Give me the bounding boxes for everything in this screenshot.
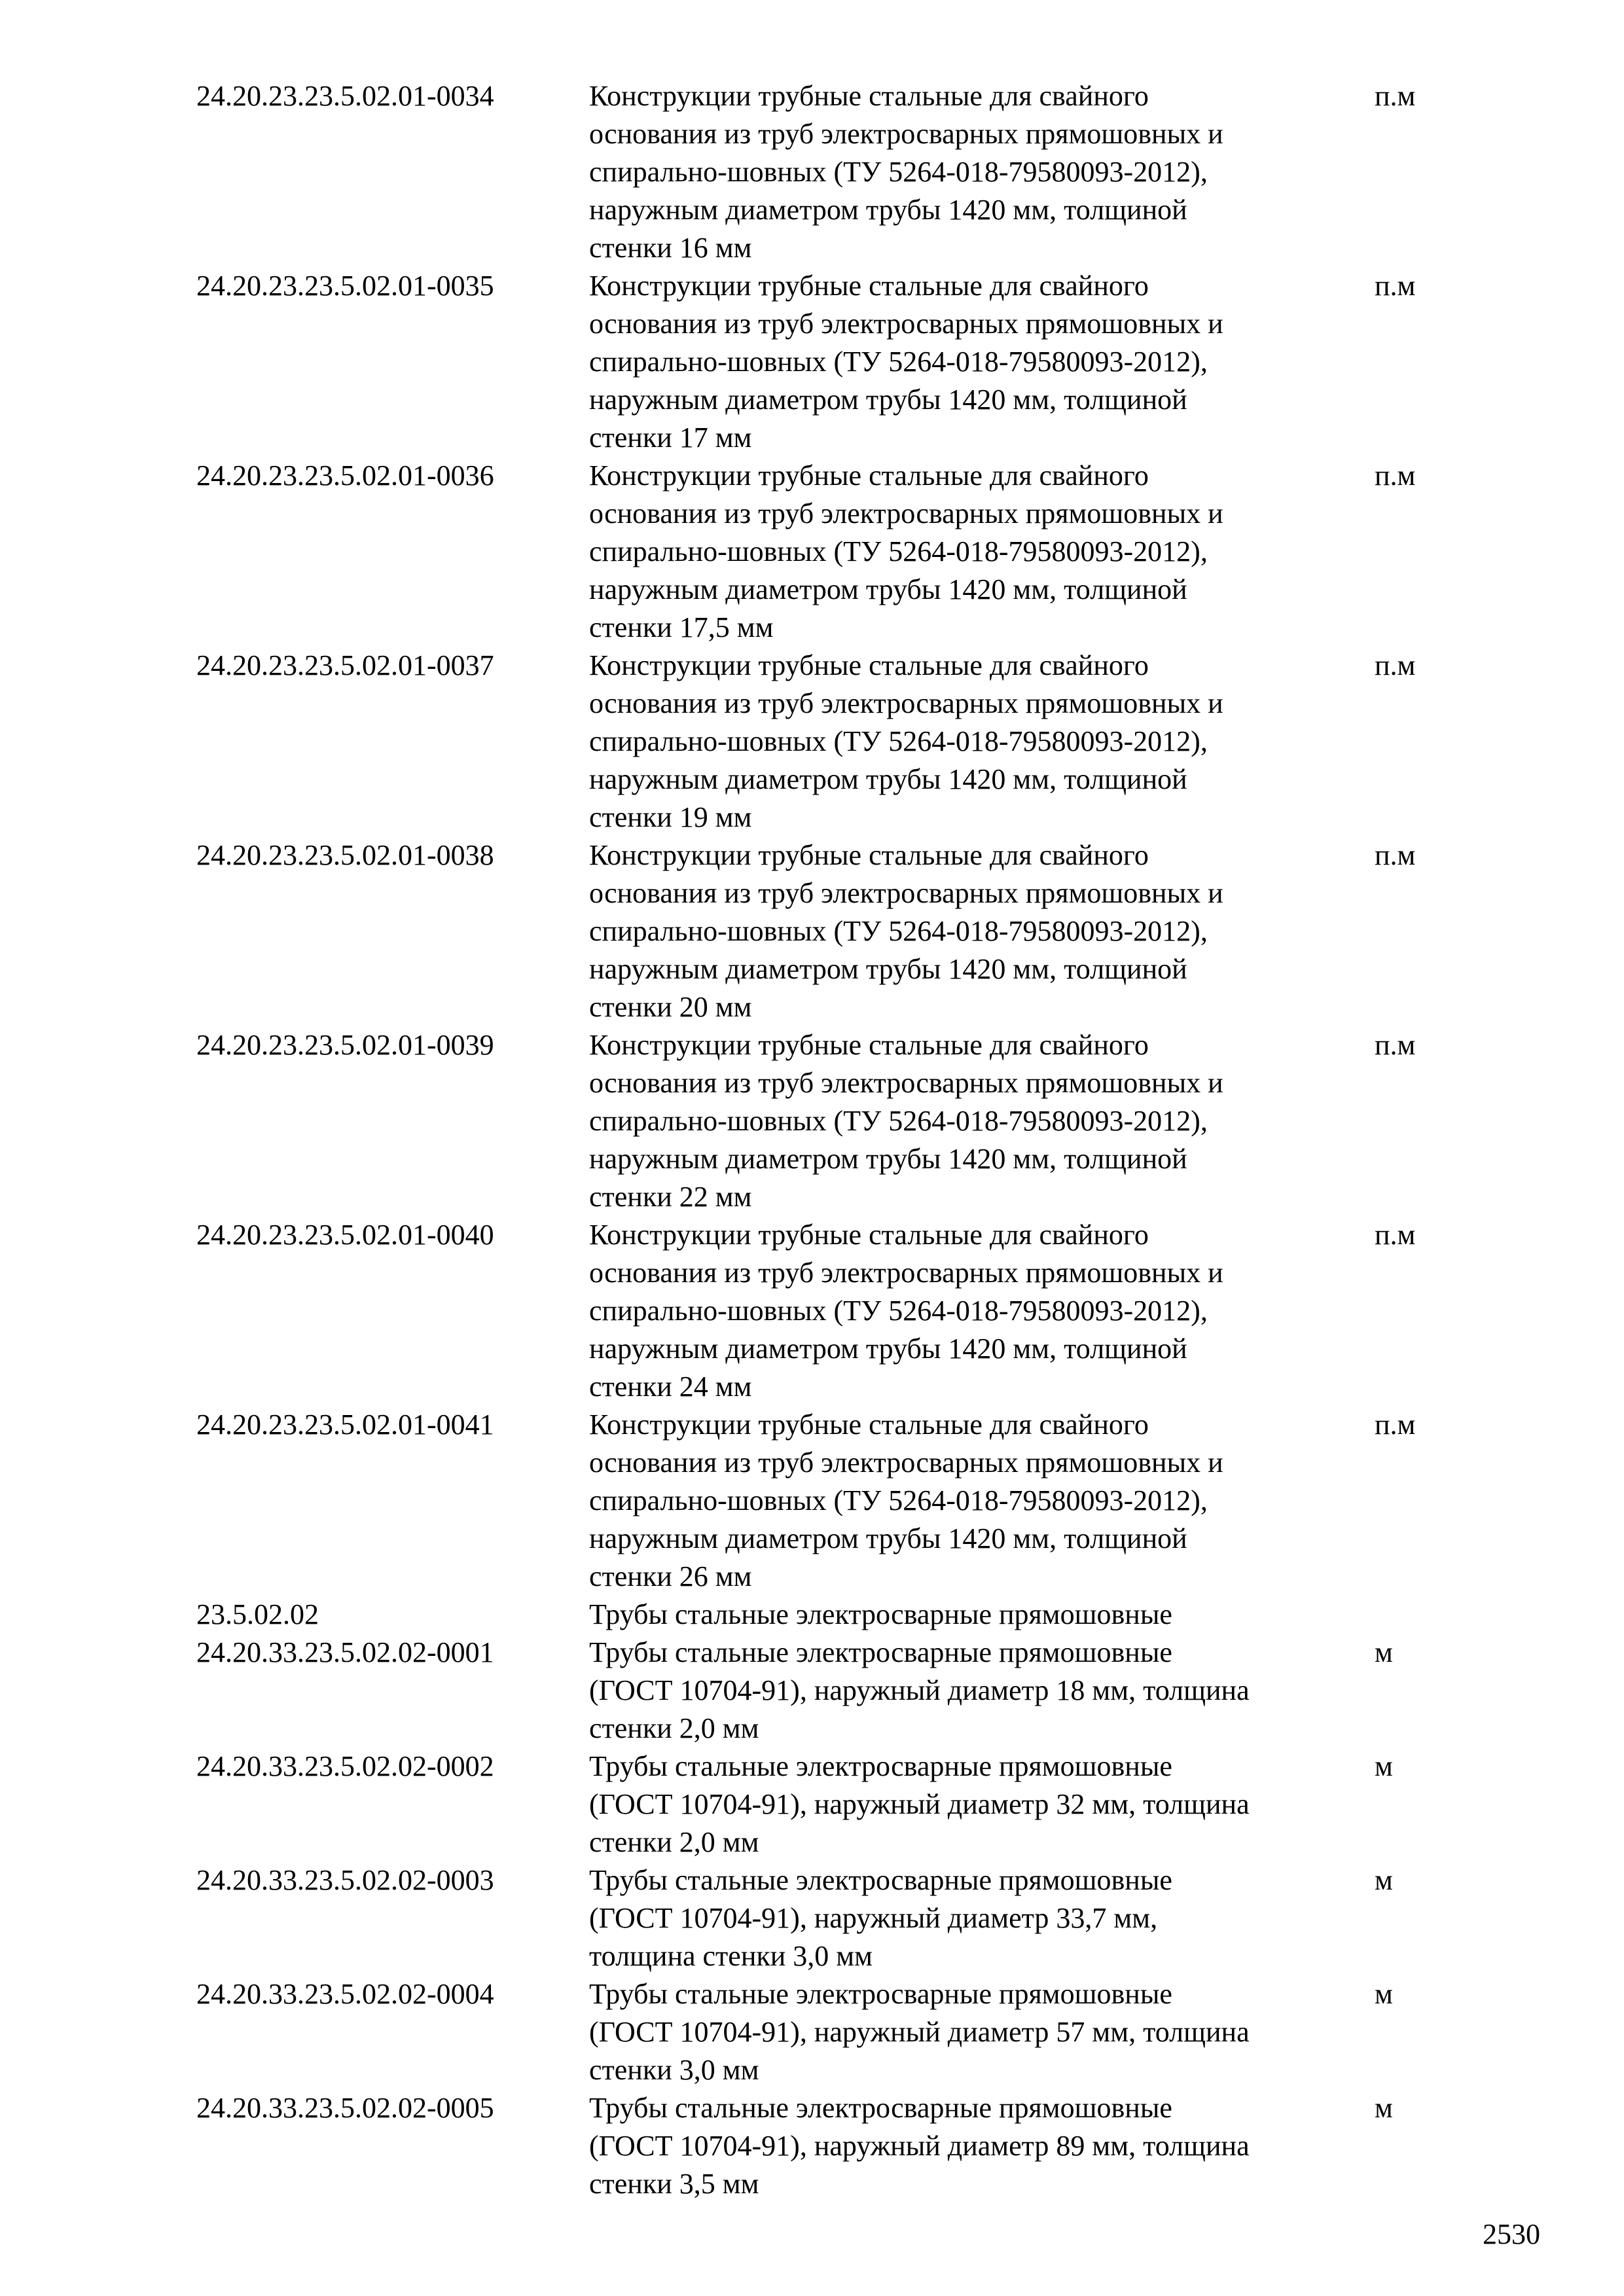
unit-of-measure: п.м (1375, 1408, 1416, 1441)
table-row (196, 2089, 1506, 2203)
resource-name-line: Трубы стальные электросварные прямошовные (589, 1598, 1172, 1630)
resource-name-line: спирально-шовных (ТУ 5264-018-79580093-2012), (589, 1105, 1208, 1137)
resource-name-line: толщина стенки 3,0 мм (589, 1940, 873, 1972)
resource-name-line: стенки 22 мм (589, 1181, 752, 1213)
resource-name-line: Трубы стальные электросварные прямошовные (589, 2092, 1172, 2124)
resource-name-line: Конструкции трубные стальные для свайного (589, 649, 1149, 681)
resource-name-line: стенки 26 мм (589, 1560, 752, 1592)
table-row (196, 1861, 1506, 1975)
table-row (196, 267, 1506, 457)
resource-code: 24.20.33.23.5.02.02-0002 (196, 1750, 494, 1782)
resource-name-line: спирально-шовных (ТУ 5264-018-79580093-2012), (589, 346, 1208, 378)
resource-name-line: наружным диаметром трубы 1420 мм, толщиной (589, 1333, 1187, 1365)
resource-name-line: (ГОСТ 10704-91), наружный диаметр 57 мм, толщина (589, 2016, 1250, 2048)
resource-name-line: (ГОСТ 10704-91), наружный диаметр 18 мм, толщина (589, 1674, 1250, 1706)
resource-name-line: стенки 3,5 мм (589, 2168, 759, 2200)
resource-name-line: Конструкции трубные стальные для свайного (589, 1219, 1149, 1251)
resource-name (589, 836, 1375, 1026)
resource-name-line: основания из труб электросварных прямошовных и (589, 497, 1223, 529)
unit-of-measure: п.м (1375, 1219, 1416, 1251)
resource-name-line: основания из труб электросварных прямошовных и (589, 1257, 1223, 1289)
resource-code: 24.20.23.23.5.02.01-0036 (196, 459, 494, 492)
resource-name-line: Конструкции трубные стальные для свайного (589, 459, 1149, 492)
table-row (196, 457, 1506, 647)
resource-name-line: стенки 19 мм (589, 801, 752, 833)
unit-of-measure: п.м (1375, 1029, 1416, 1061)
resource-name-line: наружным диаметром трубы 1420 мм, толщиной (589, 573, 1187, 605)
resource-name-line: спирально-шовных (ТУ 5264-018-79580093-2012), (589, 156, 1208, 188)
resource-name-line: (ГОСТ 10704-91), наружный диаметр 33,7 мм, (589, 1902, 1158, 1934)
resource-name-line: основания из труб электросварных прямошовных и (589, 877, 1223, 909)
resource-code: 24.20.33.23.5.02.02-0001 (196, 1636, 494, 1668)
resource-code: 24.20.33.23.5.02.02-0004 (196, 1978, 494, 2010)
resource-name-line: Конструкции трубные стальные для свайного (589, 80, 1149, 112)
resource-name-line: Трубы стальные электросварные прямошовные (589, 1636, 1172, 1668)
unit-of-measure: п.м (1375, 649, 1416, 681)
resource-name-line: основания из труб электросварных прямошовных и (589, 308, 1223, 340)
resource-name (589, 1975, 1375, 2089)
table-row (196, 1748, 1506, 1861)
resource-code: 24.20.23.23.5.02.01-0035 (196, 270, 494, 302)
resource-name-line: спирально-шовных (ТУ 5264-018-79580093-2012), (589, 725, 1208, 757)
resource-name-line: стенки 24 мм (589, 1371, 752, 1403)
resource-name (589, 1026, 1375, 1216)
resource-name-line: спирально-шовных (ТУ 5264-018-79580093-2012), (589, 915, 1208, 947)
resource-code: 24.20.23.23.5.02.01-0039 (196, 1029, 494, 1061)
resource-code: 24.20.33.23.5.02.02-0003 (196, 1864, 494, 1896)
table-row (196, 1975, 1506, 2089)
resource-name-line: Конструкции трубные стальные для свайного (589, 1029, 1149, 1061)
unit-of-measure: м (1375, 1636, 1393, 1668)
resource-name-line: наружным диаметром трубы 1420 мм, толщиной (589, 953, 1187, 985)
resource-name-line: наружным диаметром трубы 1420 мм, толщиной (589, 384, 1187, 416)
resource-name-line: наружным диаметром трубы 1420 мм, толщиной (589, 763, 1187, 795)
resource-name-line: стенки 2,0 мм (589, 1712, 759, 1744)
resource-name-line: стенки 3,0 мм (589, 2054, 759, 2086)
resource-name (589, 1596, 1375, 1634)
resource-name-line: стенки 17 мм (589, 422, 752, 454)
resource-code: 24.20.23.23.5.02.01-0040 (196, 1219, 494, 1251)
resource-name-line: (ГОСТ 10704-91), наружный диаметр 89 мм, толщина (589, 2130, 1250, 2162)
resource-name-line: Конструкции трубные стальные для свайного (589, 839, 1149, 871)
resource-name-line: стенки 2,0 мм (589, 1826, 759, 1858)
resource-code: 23.5.02.02 (196, 1598, 319, 1630)
resource-name (589, 1406, 1375, 1596)
resource-name-line: основания из труб электросварных прямошовных и (589, 1446, 1223, 1479)
table-row (196, 1634, 1506, 1748)
price-list-table (196, 77, 1506, 2203)
resource-name-line: спирально-шовных (ТУ 5264-018-79580093-2012), (589, 1295, 1208, 1327)
resource-name-line: стенки 17,5 мм (589, 611, 774, 643)
table-row (196, 1216, 1506, 1406)
unit-of-measure: п.м (1375, 839, 1416, 871)
page-number: 2530 (1483, 2218, 1540, 2250)
unit-of-measure: п.м (1375, 80, 1416, 112)
resource-name-line: (ГОСТ 10704-91), наружный диаметр 32 мм, толщина (589, 1788, 1250, 1820)
resource-name-line: спирально-шовных (ТУ 5264-018-79580093-2012), (589, 535, 1208, 567)
resource-code: 24.20.23.23.5.02.01-0038 (196, 839, 494, 871)
unit-of-measure: п.м (1375, 459, 1416, 492)
resource-name-line: стенки 16 мм (589, 232, 752, 264)
table-row (196, 1026, 1506, 1216)
unit-of-measure: м (1375, 1864, 1393, 1896)
resource-name-line: основания из труб электросварных прямошовных и (589, 118, 1223, 150)
resource-name-line: основания из труб электросварных прямошовных и (589, 1067, 1223, 1099)
resource-name-line: наружным диаметром трубы 1420 мм, толщиной (589, 1522, 1187, 1554)
resource-name (589, 1861, 1375, 1975)
resource-name (589, 457, 1375, 647)
resource-name-line: стенки 20 мм (589, 991, 752, 1023)
resource-name-line: Конструкции трубные стальные для свайного (589, 1408, 1149, 1441)
table-row (196, 647, 1506, 836)
resource-name-line: основания из труб электросварных прямошовных и (589, 687, 1223, 719)
unit-of-measure: м (1375, 1750, 1393, 1782)
resource-name-line: Трубы стальные электросварные прямошовные (589, 1978, 1172, 2010)
unit-of-measure: п.м (1375, 270, 1416, 302)
table-row (196, 77, 1506, 267)
resource-code: 24.20.23.23.5.02.01-0034 (196, 80, 494, 112)
resource-name-line: наружным диаметром трубы 1420 мм, толщиной (589, 194, 1187, 226)
resource-name (589, 267, 1375, 457)
resource-name (589, 647, 1375, 836)
table-row (196, 1596, 1506, 1634)
resource-name (589, 1216, 1375, 1406)
resource-name (589, 1634, 1375, 1748)
resource-name (589, 2089, 1375, 2203)
unit-of-measure: м (1375, 2092, 1393, 2124)
resource-name-line: Трубы стальные электросварные прямошовные (589, 1750, 1172, 1782)
table-row (196, 1406, 1506, 1596)
resource-code: 24.20.23.23.5.02.01-0037 (196, 649, 494, 681)
resource-code: 24.20.33.23.5.02.02-0005 (196, 2092, 494, 2124)
resource-name-line: Трубы стальные электросварные прямошовные (589, 1864, 1172, 1896)
resource-code: 24.20.23.23.5.02.01-0041 (196, 1408, 494, 1441)
resource-name (589, 77, 1375, 267)
resource-name (589, 1748, 1375, 1861)
unit-of-measure: м (1375, 1978, 1393, 2010)
table-row (196, 836, 1506, 1026)
resource-name-line: Конструкции трубные стальные для свайного (589, 270, 1149, 302)
resource-name-line: спирально-шовных (ТУ 5264-018-79580093-2012), (589, 1484, 1208, 1516)
resource-name-line: наружным диаметром трубы 1420 мм, толщиной (589, 1143, 1187, 1175)
